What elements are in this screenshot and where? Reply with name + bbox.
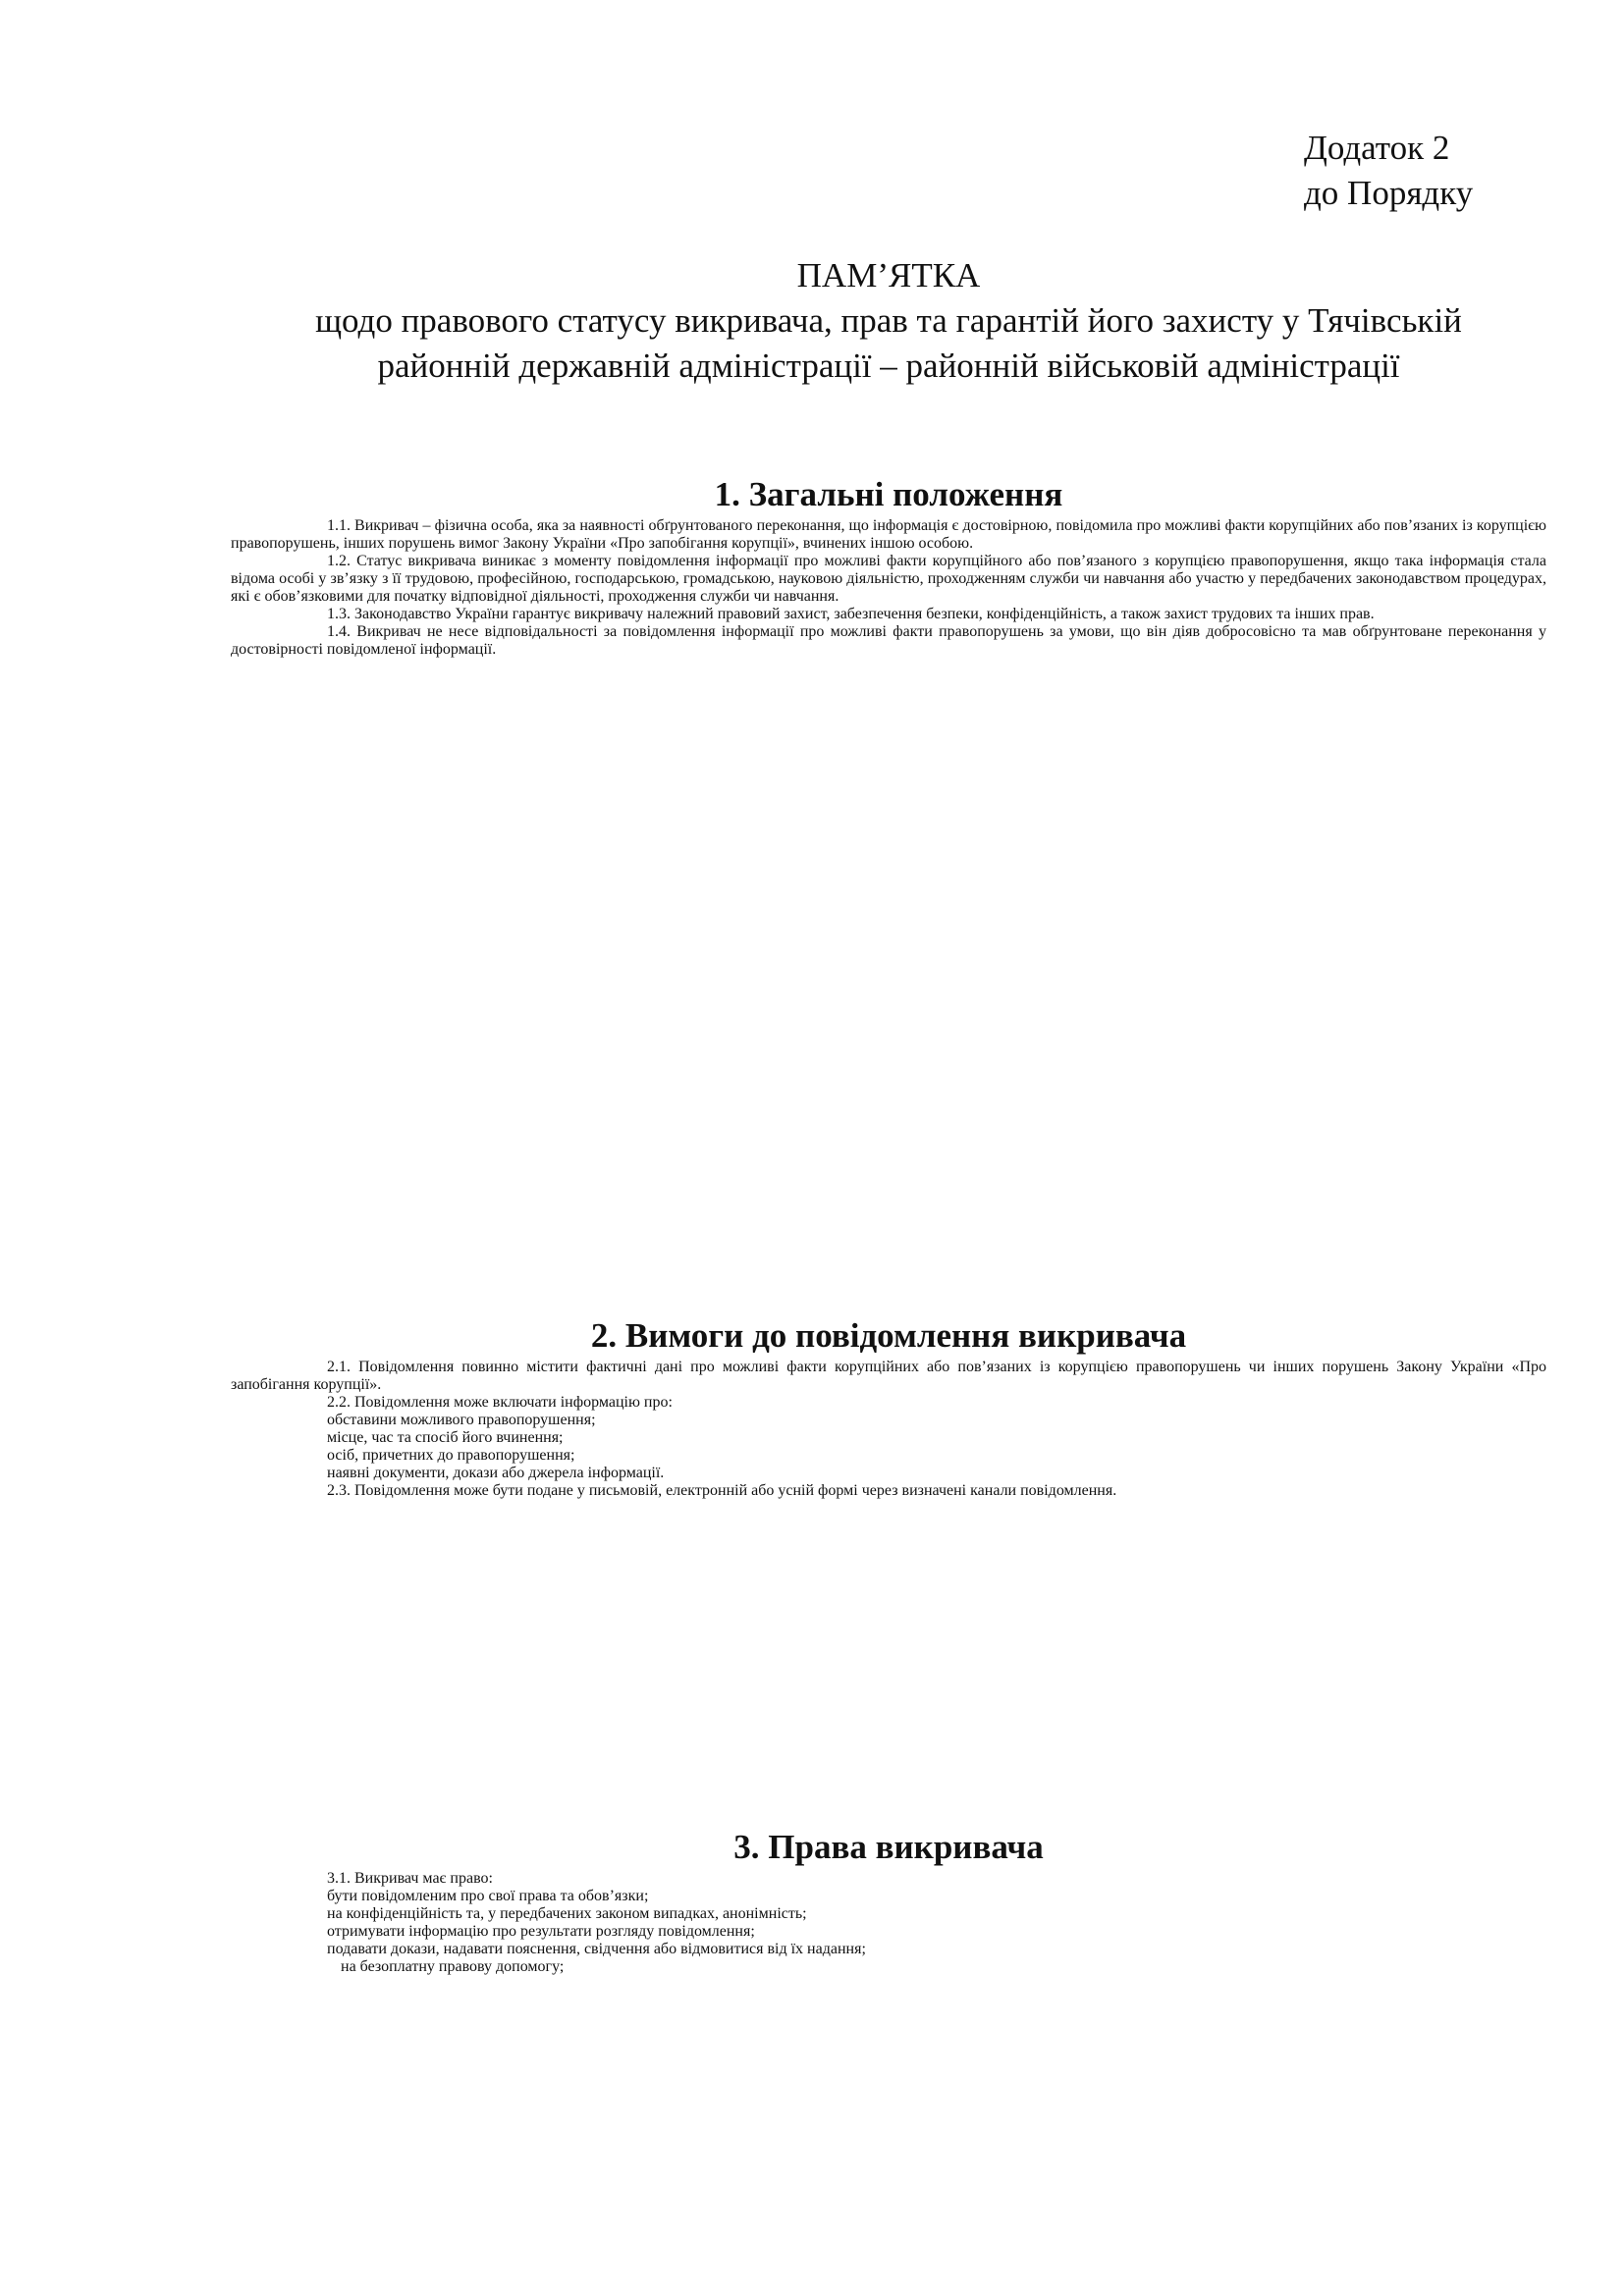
section-heading: 2. Вимоги до повідомлення викривача — [590, 1316, 1187, 1355]
section-report-requirements — [231, 1312, 1546, 1500]
list-item: на конфіденційність та, у передбачених законом випадках, анонімність; — [327, 1905, 807, 1922]
section-general-provisions — [231, 471, 1546, 659]
paragraph-2-2: 2.2. Повідомлення може включати інформацію про: — [327, 1394, 673, 1411]
paragraph-1-4: 1.4. Викривач не несе відповідальності за повідомлення інформації про можливі факти правопорушень за умови, що він діяв добросовісно та мав обґрунтоване переконання у достовірності повідомленої інформації. — [231, 623, 1546, 658]
document-title: ПАМ’ЯТКА — [796, 256, 981, 294]
section-heading: 1. Загальні положення — [714, 475, 1063, 513]
section-heading: 3. Права викривача — [733, 1828, 1044, 1866]
paragraph-2-1: 2.1. Повідомлення повинно містити фактичні дані про можливі факти корупційних або пов’язаних із корупцією правопорушень чи інших порушень Закону України «Про запобігання корупції». — [231, 1359, 1546, 1393]
paragraph-1-3: 1.3. Законодавство України гарантує викривачу належний правовий захист, забезпечення безпеки, конфіденційність, а також захист трудових та інших прав. — [327, 606, 1375, 622]
document-subtitle: щодо правового статусу викривача, прав та гарантій його захисту у Тячівській районній державній адміністрації – районній військовій адміністрації — [315, 301, 1462, 385]
annex-number: Додаток 2 — [1304, 129, 1450, 167]
list-item: отримувати інформацію про результати розгляду повідомлення; — [327, 1923, 755, 1940]
annex-reference: до Порядку — [1304, 174, 1474, 212]
list-item: обставини можливого правопорушення; — [327, 1412, 596, 1428]
list-item: бути повідомленим про свої права та обов’язки; — [327, 1888, 649, 1904]
section-whistleblower-rights — [231, 1824, 1546, 1976]
paragraph-3-1: 3.1. Викривач має право: — [327, 1870, 493, 1887]
paragraph-2-3: 2.3. Повідомлення може бути подане у письмовій, електронній або усній формі через визначені канали повідомлення. — [327, 1482, 1117, 1499]
list-item: на безоплатну правову допомогу; — [341, 1958, 565, 1975]
list-item: місце, час та спосіб його вчинення; — [327, 1429, 564, 1446]
annex-label — [1304, 126, 1473, 216]
document-title-block — [231, 253, 1546, 389]
list-item: подавати докази, надавати пояснення, свідчення або відмовитися від їх надання; — [327, 1941, 866, 1957]
list-item: наявні документи, докази або джерела інформації. — [327, 1465, 665, 1481]
paragraph-1-1: 1.1. Викривач – фізична особа, яка за наявності обґрунтованого переконання, що інформація є достовірною, повідомила про можливі факти корупційних або пов’язаних із корупцією правопорушень, інших порушень вимог Закону України «Про запобігання корупції», вчинених іншою особою. — [231, 517, 1546, 552]
list-item: осіб, причетних до правопорушення; — [327, 1447, 575, 1464]
paragraph-1-2: 1.2. Статус викривача виникає з моменту повідомлення інформації про можливі факти корупційного або пов’язаного з корупцією правопорушення, якщо така інформація стала відома особі у зв’язку з її трудовою, професійною, господарською, громадською, науковою діяльністю, проходженням служби чи навчання або участю у передбачених законодавством процедурах, які є обов’язковими для початку відповідної діяльності, проходження служби чи навчання. — [231, 553, 1546, 605]
